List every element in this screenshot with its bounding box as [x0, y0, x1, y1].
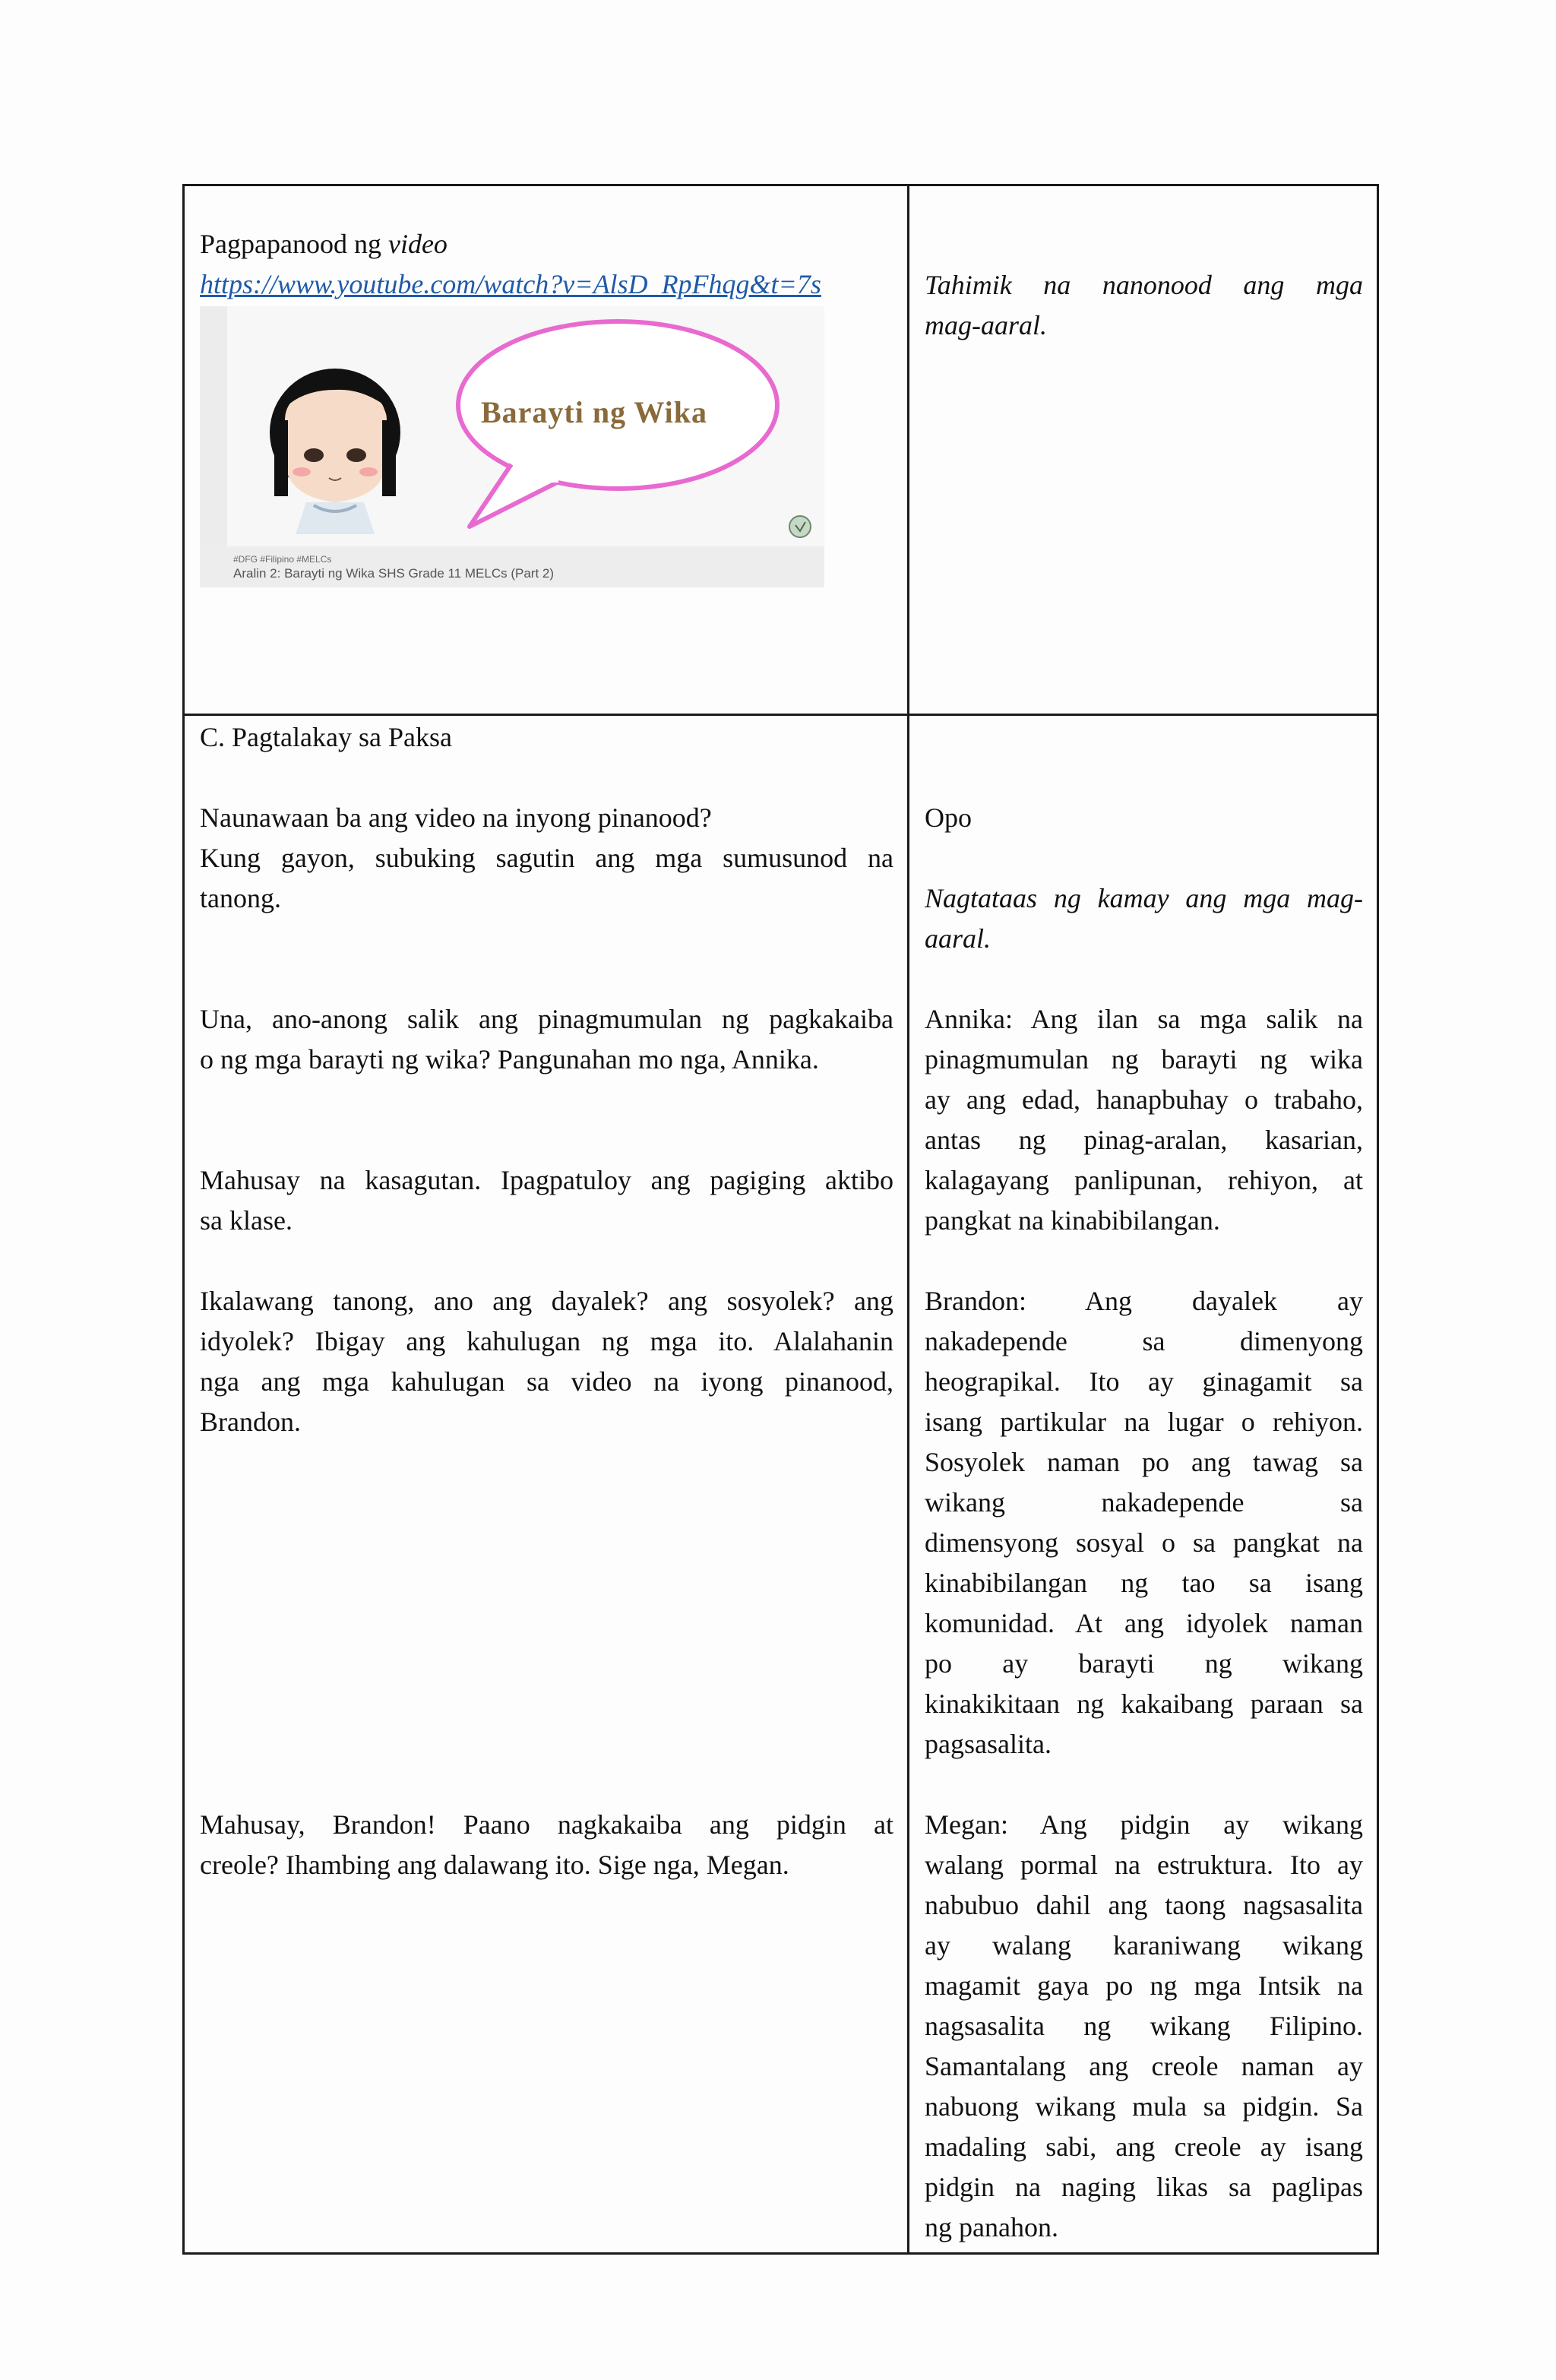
teacher-feedback: Mahusay na kasagutan. Ipagpatuloy ang pagiging aktibo	[200, 1165, 893, 1195]
answer-line: dimensyong sosyal o sa pangkat na	[925, 1527, 1363, 1558]
table-row	[184, 185, 1378, 715]
student-response: Nagtataas ng kamay ang mga mag-	[925, 883, 1363, 913]
video-thumbnail[interactable]	[200, 306, 824, 587]
student-response: aaral.	[925, 923, 991, 954]
answer-line: nabuong wikang mula sa pidgin. Sa	[925, 2091, 1363, 2122]
annika-answer	[925, 999, 1363, 1241]
teacher-question: idyolek? Ibigay ang kahulugan ng mga ito. Alalahanin	[200, 1326, 893, 1356]
teacher-question: Kung gayon, subuking sagutin ang mga sumusunod na	[200, 843, 893, 873]
answer-line: pinagmumulan ng barayti ng wika	[925, 1044, 1363, 1074]
answer-line: madaling sabi, ang creole ay isang	[925, 2132, 1363, 2162]
teacher-question: creole? Ihambing ang dalawang ito. Sige nga, Megan.	[200, 1850, 789, 1880]
student-response: mag-aaral.	[925, 310, 1047, 340]
teacher-question: Ikalawang tanong, ano ang dayalek? ang sosyolek? ang	[200, 1286, 893, 1316]
student-response: Tahimik na nanonood ang mga	[925, 270, 1363, 300]
teacher-question: o ng mga barayti ng wika? Pangunahan mo nga, Annika.	[200, 1044, 819, 1074]
answer-line: walang pormal na estruktura. Ito ay	[925, 1850, 1363, 1880]
answer-line: Annika: Ang ilan sa mga salik na	[925, 1004, 1363, 1034]
answer-line: Sosyolek naman po ang tawag sa	[925, 1447, 1363, 1477]
answer-line: ng panahon.	[925, 2212, 1058, 2242]
lesson-plan-table	[182, 184, 1379, 2255]
answer-line: wikang nakadepende sa	[925, 1487, 1363, 1518]
thumbnail-title: Barayti ng Wika	[481, 395, 708, 429]
teacher-question: Una, ano-anong salik ang pinagmumulan ng pagkakaiba	[200, 1004, 893, 1034]
brandon-answer	[925, 1281, 1363, 1764]
teacher-question: nga ang mga kahulugan sa video na iyong pinanood,	[200, 1366, 893, 1397]
answer-line: ay ang edad, hanapbuhay o trabaho,	[925, 1084, 1363, 1115]
answer-line: pangkat na kinabibilangan.	[925, 1205, 1220, 1236]
answer-line: nabubuo dahil ang taong nagsasalita	[925, 1890, 1363, 1920]
cartoon-girl-illustration	[200, 306, 824, 587]
answer-line: magamit gaya po ng mga Intsik na	[925, 1970, 1363, 2001]
answer-line: ay walang karaniwang wikang	[925, 1930, 1363, 1961]
answer-line: nakadepende sa dimenyong	[925, 1326, 1363, 1356]
student-response: Opo	[925, 802, 972, 833]
student-cell	[909, 715, 1378, 2254]
thumbnail-hashtags: #DFG #Filipino #MELCs	[233, 554, 332, 565]
answer-line: kinakikitaan ng kakaibang paraan sa	[925, 1688, 1363, 1719]
answer-line: nagsasalita ng wikang Filipino.	[925, 2011, 1363, 2041]
answer-line: Megan: Ang pidgin ay wikang	[925, 1809, 1363, 1840]
answer-line: kalagayang panlipunan, rehiyon, at	[925, 1165, 1363, 1195]
answer-line: kinabibilangan ng tao sa isang	[925, 1568, 1363, 1598]
answer-line: pidgin na naging likas sa paglipas	[925, 2172, 1363, 2202]
teacher-question: Naunawaan ba ang video na inyong pinanood?	[200, 802, 712, 833]
answer-line: heograpikal. Ito ay ginagamit sa	[925, 1366, 1363, 1397]
answer-line: antas ng pinag-aralan, kasarian,	[925, 1125, 1363, 1155]
section-heading: C. Pagtalakay sa Paksa	[200, 722, 452, 752]
teacher-feedback: sa klase.	[200, 1205, 293, 1236]
answer-line: po ay barayti ng wikang	[925, 1648, 1363, 1679]
answer-line: komunidad. At ang idyolek naman	[925, 1608, 1363, 1638]
teacher-question: tanong.	[200, 883, 281, 913]
table-row	[184, 715, 1378, 2254]
megan-answer	[925, 1805, 1363, 2248]
answer-line: isang partikular na lugar o rehiyon.	[925, 1407, 1363, 1437]
student-cell	[909, 185, 1378, 715]
answer-line: pagsasalita.	[925, 1729, 1052, 1759]
teacher-cell	[184, 715, 909, 2254]
thumbnail-caption: Aralin 2: Barayti ng Wika SHS Grade 11 MELCs (Part 2)	[233, 566, 555, 581]
teacher-cell	[184, 185, 909, 715]
video-link[interactable]: https://www.youtube.com/watch?v=AlsD_RpFhqg&t=7s	[200, 269, 821, 299]
activity-title: Pagpapanood ng video	[200, 229, 448, 259]
answer-line: Samantalang ang creole naman ay	[925, 2051, 1363, 2081]
answer-line: Brandon: Ang dayalek ay	[925, 1286, 1363, 1316]
teacher-question: Mahusay, Brandon! Paano nagkakaiba ang pidgin at	[200, 1809, 893, 1840]
teacher-question: Brandon.	[200, 1407, 301, 1437]
